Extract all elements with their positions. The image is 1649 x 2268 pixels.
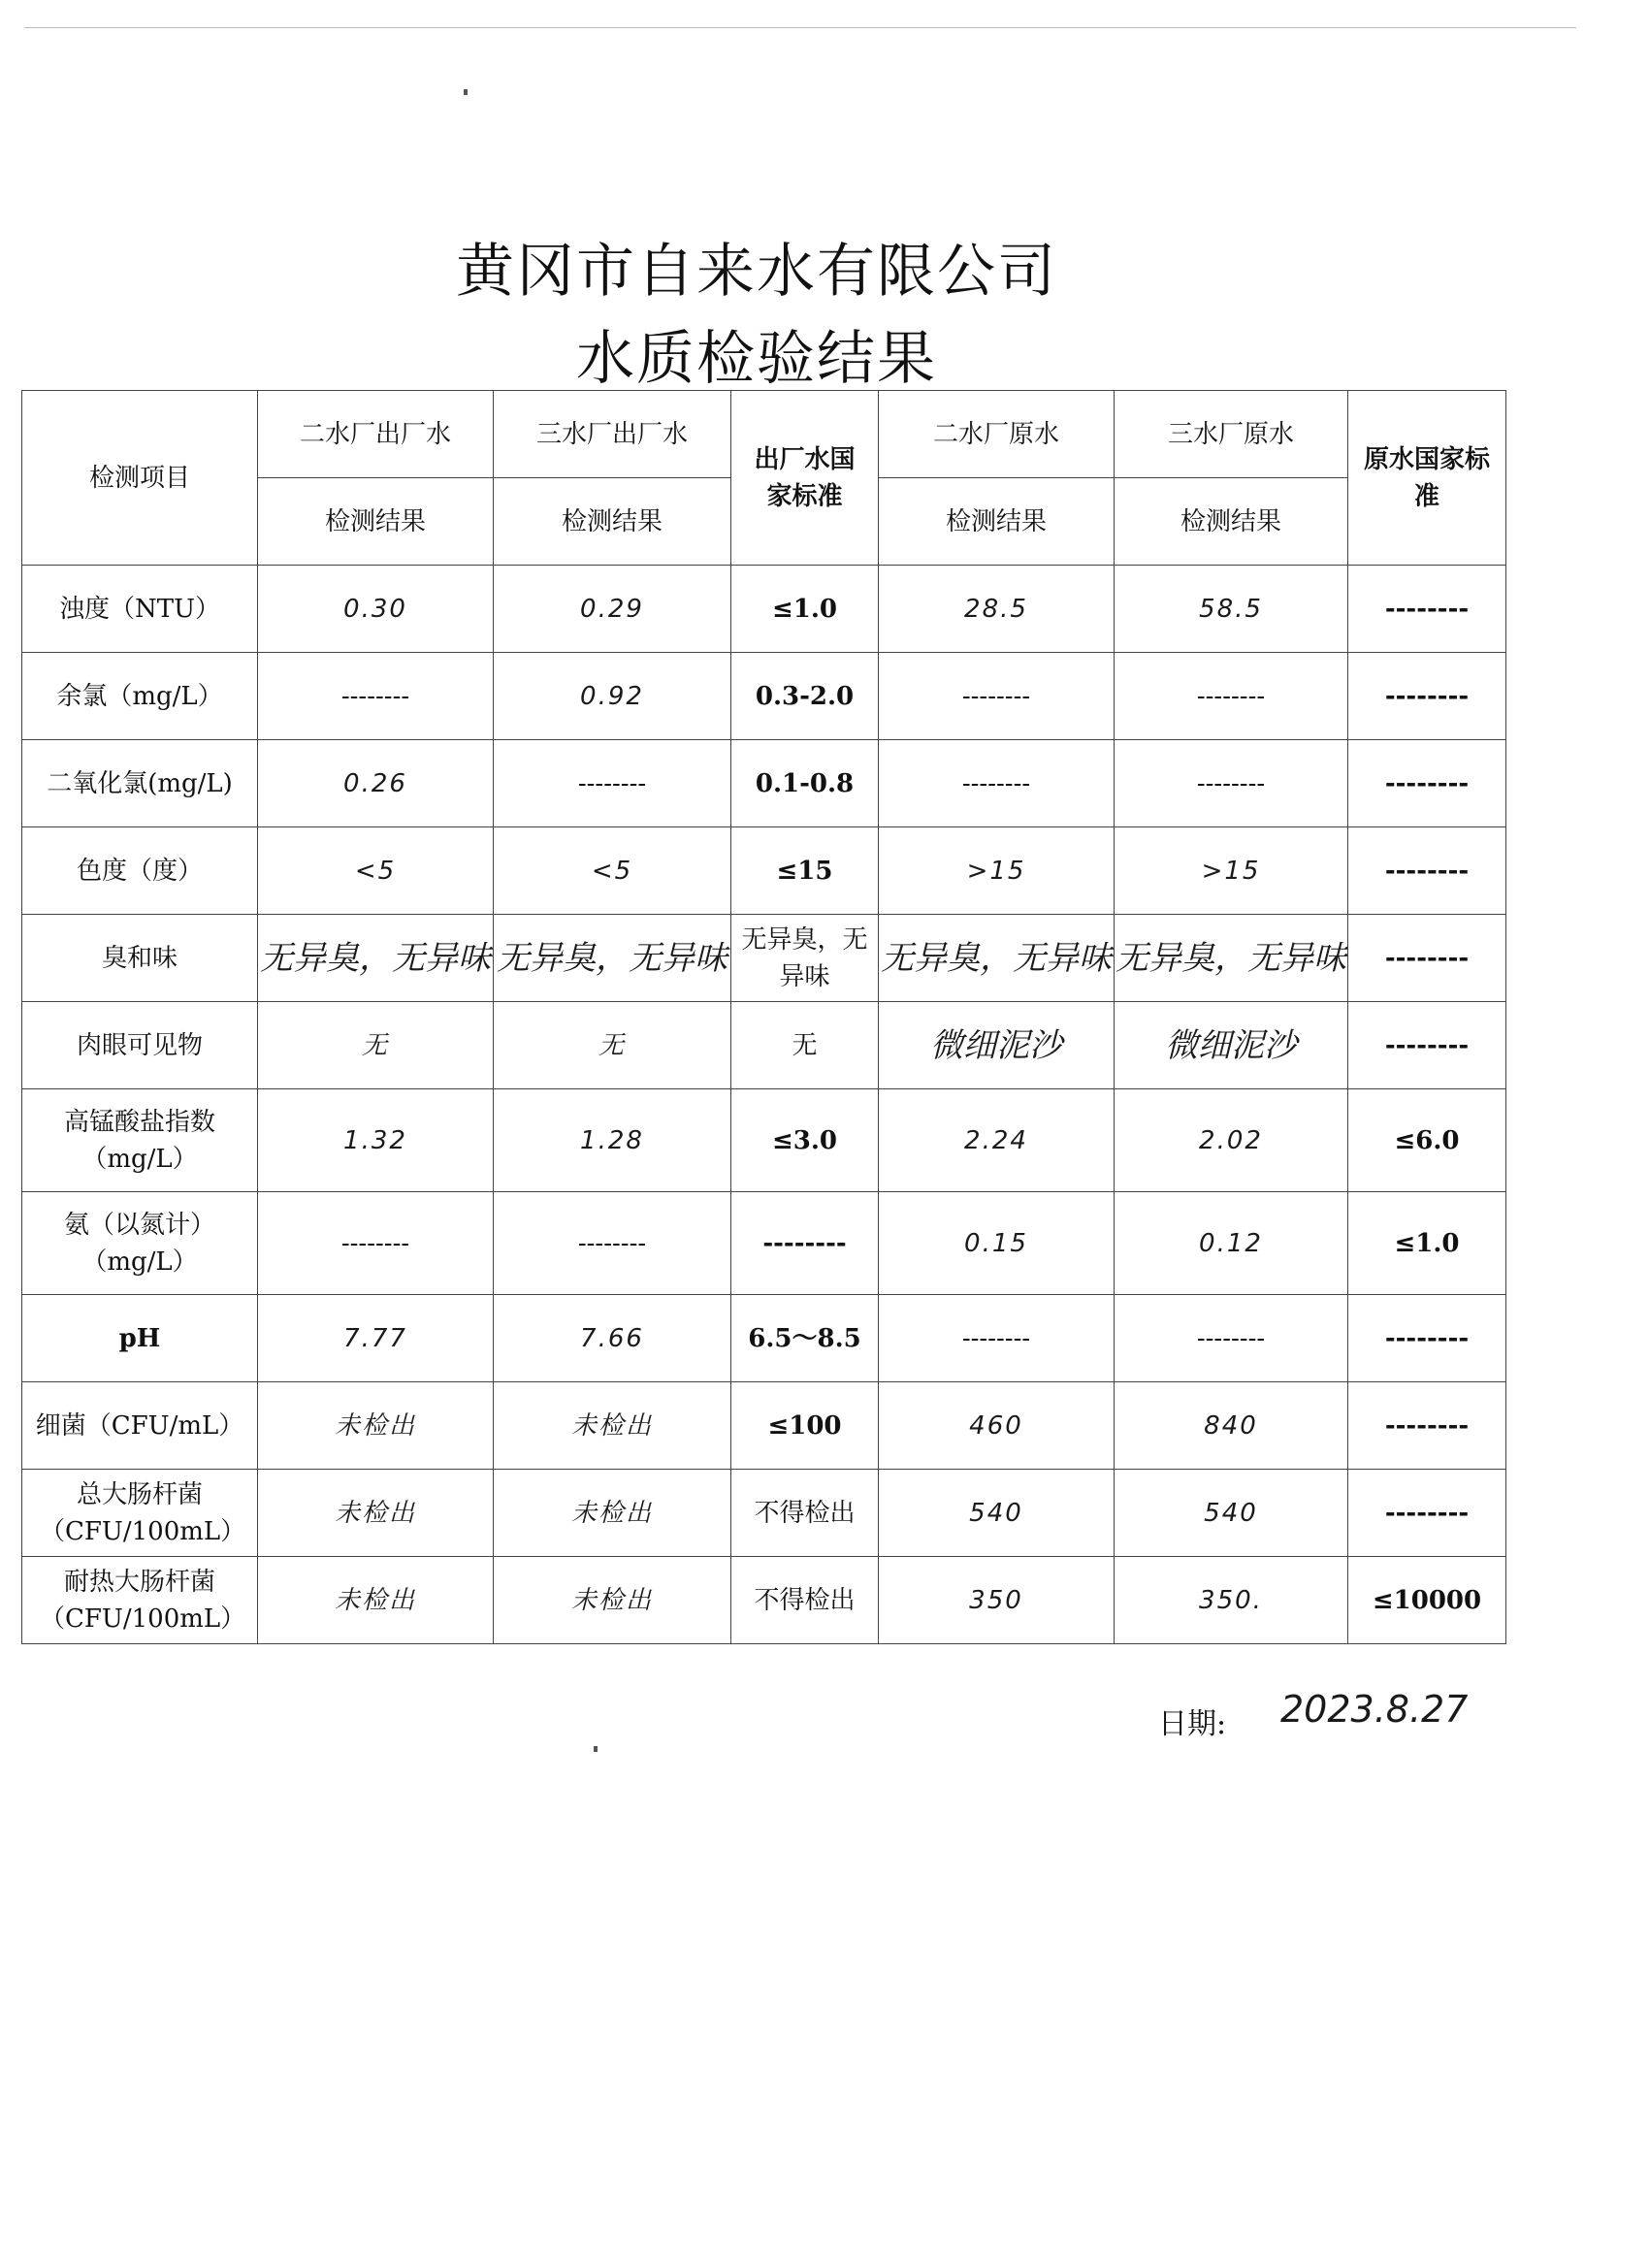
handwritten-value: >15 xyxy=(879,827,1115,915)
header-row xyxy=(22,391,1506,478)
handwritten-value: 未检出 xyxy=(494,1557,731,1644)
scan-edge-line xyxy=(24,27,1576,28)
handwritten-value: 2.24 xyxy=(879,1089,1115,1192)
handwritten-value: 未检出 xyxy=(494,1382,731,1470)
handwritten-value: 7.66 xyxy=(494,1295,731,1382)
standard-value: ≤15 xyxy=(731,827,879,915)
handwritten-value: 2.02 xyxy=(1115,1089,1348,1192)
item-label: 余氯（mg/L） xyxy=(22,653,258,740)
table-row xyxy=(22,740,1506,827)
subheader-result: 检测结果 xyxy=(258,478,494,566)
handwritten-value: 7.77 xyxy=(258,1295,494,1382)
handwritten-value: >15 xyxy=(1115,827,1348,915)
empty-value: -------- xyxy=(1115,1295,1348,1382)
empty-value: -------- xyxy=(1115,740,1348,827)
col-header-raw-standard: 原水国家标准 xyxy=(1348,391,1506,566)
standard-value: 不得检出 xyxy=(731,1470,879,1557)
handwritten-value: 未检出 xyxy=(258,1382,494,1470)
standard-value: -------- xyxy=(1348,827,1506,915)
scan-speck xyxy=(464,89,468,95)
date-value: 2023.8.27 xyxy=(1280,1688,1469,1731)
handwritten-value: 1.32 xyxy=(258,1089,494,1192)
handwritten-value: 无异臭，无异味 xyxy=(879,915,1115,1002)
table-row xyxy=(22,566,1506,653)
handwritten-value: 1.28 xyxy=(494,1089,731,1192)
col-header-out-standard: 出厂水国家标准 xyxy=(731,391,879,566)
handwritten-value: <5 xyxy=(494,827,731,915)
handwritten-value: 840 xyxy=(1115,1382,1348,1470)
table-row xyxy=(22,653,1506,740)
col-header-plant2-raw: 二水厂原水 xyxy=(879,391,1115,478)
table-row xyxy=(22,915,1506,1002)
table-row xyxy=(22,1295,1506,1382)
standard-value: ≤3.0 xyxy=(731,1089,879,1192)
standard-value: -------- xyxy=(1348,1382,1506,1470)
handwritten-value: 0.29 xyxy=(494,566,731,653)
empty-value: -------- xyxy=(494,740,731,827)
item-label: 臭和味 xyxy=(22,915,258,1002)
handwritten-value: 未检出 xyxy=(494,1470,731,1557)
handwritten-value: 无异臭，无异味 xyxy=(494,915,731,1002)
standard-value: 无 xyxy=(731,1002,879,1089)
col-header-plant2-out: 二水厂出厂水 xyxy=(258,391,494,478)
standard-value: -------- xyxy=(1348,653,1506,740)
item-label: 耐热大肠杆菌（CFU/100mL） xyxy=(22,1557,258,1644)
col-header-plant3-out: 三水厂出厂水 xyxy=(494,391,731,478)
item-label: 浊度（NTU） xyxy=(22,566,258,653)
standard-value: ≤10000 xyxy=(1348,1557,1506,1644)
standard-value: -------- xyxy=(1348,1295,1506,1382)
handwritten-value: 0.30 xyxy=(258,566,494,653)
handwritten-value: 0.92 xyxy=(494,653,731,740)
item-label: 细菌（CFU/mL） xyxy=(22,1382,258,1470)
table-row xyxy=(22,1470,1506,1557)
standard-value: ≤1.0 xyxy=(731,566,879,653)
table-row xyxy=(22,1002,1506,1089)
standard-value: -------- xyxy=(1348,1002,1506,1089)
company-title: 黄冈市自来水有限公司 xyxy=(456,238,1057,306)
subheader-result: 检测结果 xyxy=(879,478,1115,566)
standard-value: -------- xyxy=(731,1192,879,1295)
standard-value: ≤6.0 xyxy=(1348,1089,1506,1192)
empty-value: -------- xyxy=(1115,653,1348,740)
results-table xyxy=(21,390,1506,1644)
date-label: 日期: xyxy=(1158,1707,1227,1741)
handwritten-value: 无 xyxy=(258,1002,494,1089)
standard-value: -------- xyxy=(1348,740,1506,827)
handwritten-value: 0.12 xyxy=(1115,1192,1348,1295)
empty-value: -------- xyxy=(258,1192,494,1295)
handwritten-value: 无异臭，无异味 xyxy=(258,915,494,1002)
subheader-result: 检测结果 xyxy=(494,478,731,566)
standard-value: -------- xyxy=(1348,915,1506,1002)
standard-value: 0.3-2.0 xyxy=(731,653,879,740)
item-label: 总大肠杆菌（CFU/100mL） xyxy=(22,1470,258,1557)
table-row xyxy=(22,1089,1506,1192)
handwritten-value: 无异臭，无异味 xyxy=(1115,915,1348,1002)
handwritten-value: 540 xyxy=(1115,1470,1348,1557)
item-label: 肉眼可见物 xyxy=(22,1002,258,1089)
standard-value: 0.1-0.8 xyxy=(731,740,879,827)
handwritten-value: <5 xyxy=(258,827,494,915)
empty-value: -------- xyxy=(879,653,1115,740)
empty-value: -------- xyxy=(258,653,494,740)
col-header-plant3-raw: 三水厂原水 xyxy=(1115,391,1348,478)
handwritten-value: 58.5 xyxy=(1115,566,1348,653)
empty-value: -------- xyxy=(879,1295,1115,1382)
table-row xyxy=(22,1557,1506,1644)
handwritten-value: 0.15 xyxy=(879,1192,1115,1295)
item-label: 色度（度） xyxy=(22,827,258,915)
empty-value: -------- xyxy=(494,1192,731,1295)
handwritten-value: 无 xyxy=(494,1002,731,1089)
standard-value: 不得检出 xyxy=(731,1557,879,1644)
handwritten-value: 350 xyxy=(879,1557,1115,1644)
standard-value: -------- xyxy=(1348,566,1506,653)
item-label: 氨（以氮计）（mg/L） xyxy=(22,1192,258,1295)
standard-value: 6.5～8.5 xyxy=(731,1295,879,1382)
item-label: 二氧化氯(mg/L) xyxy=(22,740,258,827)
table-row xyxy=(22,1192,1506,1295)
empty-value: -------- xyxy=(879,740,1115,827)
handwritten-value: 微细泥沙 xyxy=(1115,1002,1348,1089)
item-label: pH xyxy=(22,1295,258,1382)
scan-speck xyxy=(594,1746,598,1752)
handwritten-value: 28.5 xyxy=(879,566,1115,653)
handwritten-value: 350. xyxy=(1115,1557,1348,1644)
handwritten-value: 0.26 xyxy=(258,740,494,827)
item-label: 高锰酸盐指数（mg/L） xyxy=(22,1089,258,1192)
table-row xyxy=(22,827,1506,915)
handwritten-value: 未检出 xyxy=(258,1470,494,1557)
page-title: 水质检验结果 xyxy=(576,325,937,393)
handwritten-value: 460 xyxy=(879,1382,1115,1470)
handwritten-value: 微细泥沙 xyxy=(879,1002,1115,1089)
standard-value: 无异臭，无异味 xyxy=(731,915,879,1002)
standard-value: ≤100 xyxy=(731,1382,879,1470)
standard-value: -------- xyxy=(1348,1470,1506,1557)
handwritten-value: 未检出 xyxy=(258,1557,494,1644)
standard-value: ≤1.0 xyxy=(1348,1192,1506,1295)
handwritten-value: 540 xyxy=(879,1470,1115,1557)
subheader-result: 检测结果 xyxy=(1115,478,1348,566)
table-row xyxy=(22,1382,1506,1470)
col-header-item: 检测项目 xyxy=(22,391,258,566)
